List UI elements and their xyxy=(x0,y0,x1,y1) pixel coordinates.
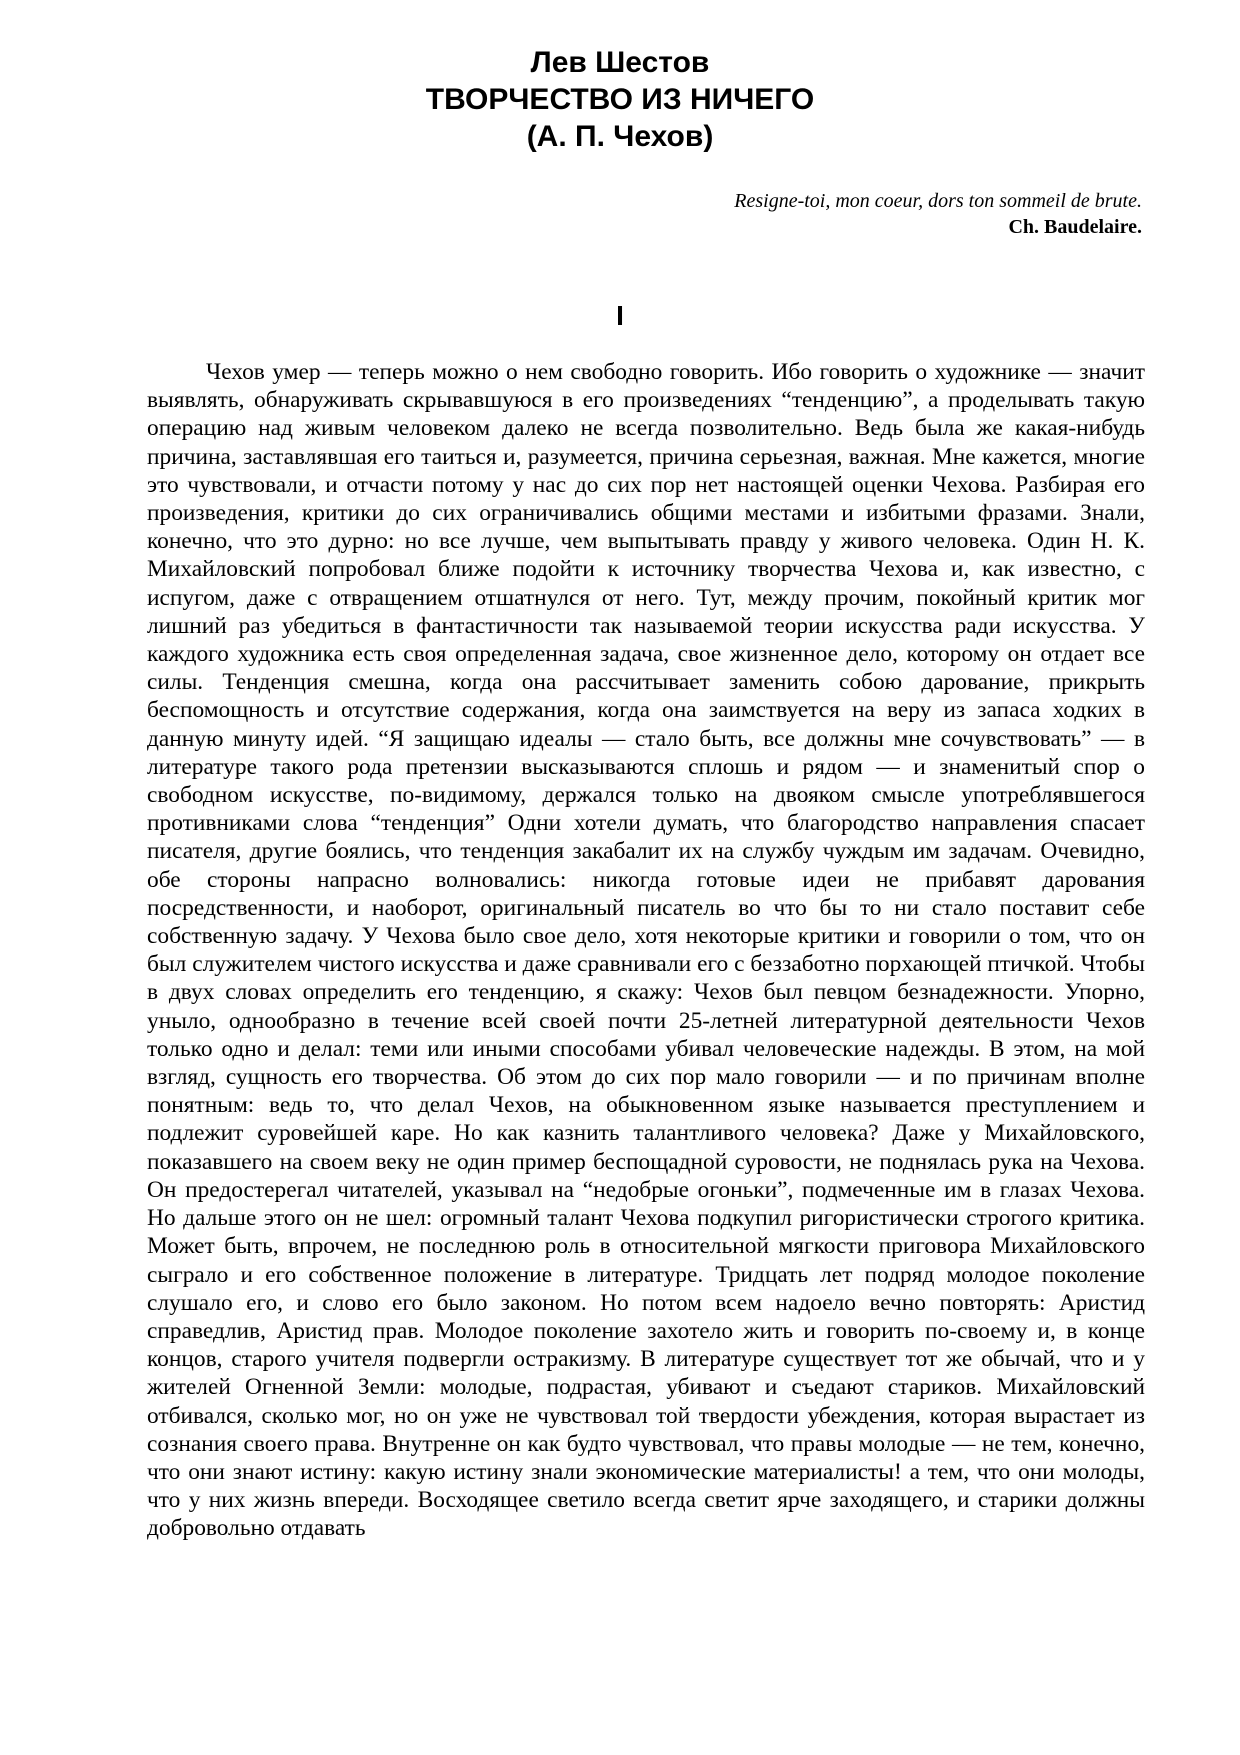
epigraph xyxy=(734,188,1142,240)
epigraph-text: Resigne-toi, mon coeur, dors ton sommeil de brute. xyxy=(734,190,1142,212)
work-title: ТВОРЧЕСТВО ИЗ НИЧЕГО xyxy=(425,83,815,116)
chapter-number: I xyxy=(616,300,624,331)
title-block xyxy=(0,44,1240,155)
work-subtitle: (А. П. Чехов) xyxy=(526,120,714,153)
body-text xyxy=(147,358,1145,1543)
epigraph-author: Ch. Baudelaire. xyxy=(1008,216,1142,238)
author-name: Лев Шестов xyxy=(530,46,710,79)
body-paragraph: Чехов умер — теперь можно о нем свободно говорить. Ибо говорить о художнике — значит выявлять, обнаруживать скрывавшуюся в его произведениях “тенденцию”, а проделывать такую операцию над живым человеком далеко не всегда позволительно. Ведь была же какая-нибудь причина, заставлявшая его таиться и, разумеется, причина серьезная, важная. Мне кажется, многие это чувствовали, и отчасти потому у нас до сих пор нет настоящей оценки Чехова. Разбирая его произведения, критики до сих ограничивались общими местами и избитыми фразами. Знали, конечно, что это дурно: но все лучше, чем выпытывать правду у живого человека. Один Н. К. Михайловский попробовал ближе подойти к источнику творчества Чехова и, как известно, с испугом, даже с отвращением отшатнулся от него. Тут, между прочим, покойный критик мог лишний раз убедиться в фантастичности так называемой теории искусства ради искусства. У каждого художника есть своя определенная задача, свое жизненное дело, которому он отдает все силы. Тенденция смешна, когда она рассчитывает заменить собою дарование, прикрыть беспомощность и отсутствие содержания, когда она заимствуется на веру из запаса ходких в данную минуту идей. “Я защищаю идеалы — стало быть, все должны мне сочувствовать” — в литературе такого рода претензии высказываются сплошь и рядом — и знаменитый спор о свободном искусстве, по-видимому, держался только на двояком смысле употреблявшегося противниками слова “тенденция” Одни хотели думать, что благородство направления спасает писателя, другие боялись, что тенденция закабалит их на службу чуждым им задачам. Очевидно, обе стороны напрасно волновались: никогда готовые идеи не прибавят дарования посредственности, и наоборот, оригинальный писатель во что бы то ни стало поставит себе собственную задачу. У Чехова было свое дело, хотя некоторые критики и говорили о том, что он был служителем чистого искусства и даже сравнивали его с беззаботно порхающей птичкой. Чтобы в двух словах определить его тенденцию, я скажу: Чехов был певцом безнадежности. Упорно, уныло, однообразно в течение всей своей почти 25-летней литературной деятельности Чехов только одно и делал: теми или иными способами убивал человеческие надежды. В этом, на мой взгляд, сущность его творчества. Об этом до сих пор мало говорили — и по причинам вполне понятным: ведь то, что делал Чехов, на обыкновенном языке называется преступлением и подлежит суровейшей каре. Но как казнить талантливого человека? Даже у Михайловского, показавшего на своем веку не один пример беспощадной суровости, не поднялась рука на Чехова. Он предостерегал читателей, указывал на “недобрые огоньки”, подмеченные им в глазах Чехова. Но дальше этого он не шел: огромный талант Чехова подкупил ригористически строгого критика. Может быть, впрочем, не последнюю роль в относительной мягкости приговора Михайловского сыграло и его собственное положение в литературе. Тридцать лет подряд молодое поколение слушало его, и слово его было законом. Но потом всем надоело вечно повторять: Аристид справедлив, Аристид прав. Молодое поколение захотело жить и говорить по-своему и, в конце концов, старого учителя подвергли остракизму. В литературе существует тот же обычай, что и у жителей Огненной Земли: молодые, подрастая, убивают и съедают стариков. Михайловский отбивался, сколько мог, но он уже не чувствовал той твердости убеждения, которая вырастает из сознания своего права. Внутренне он как будто чувствовал, что правы молодые — не тем, конечно, что они знают истину: какую истину знали экономические материалисты! а тем, что они молоды, что у них жизнь впереди. Восходящее светило всегда светит ярче заходящего, и старики должны добровольно отдавать xyxy=(147,359,1145,1542)
